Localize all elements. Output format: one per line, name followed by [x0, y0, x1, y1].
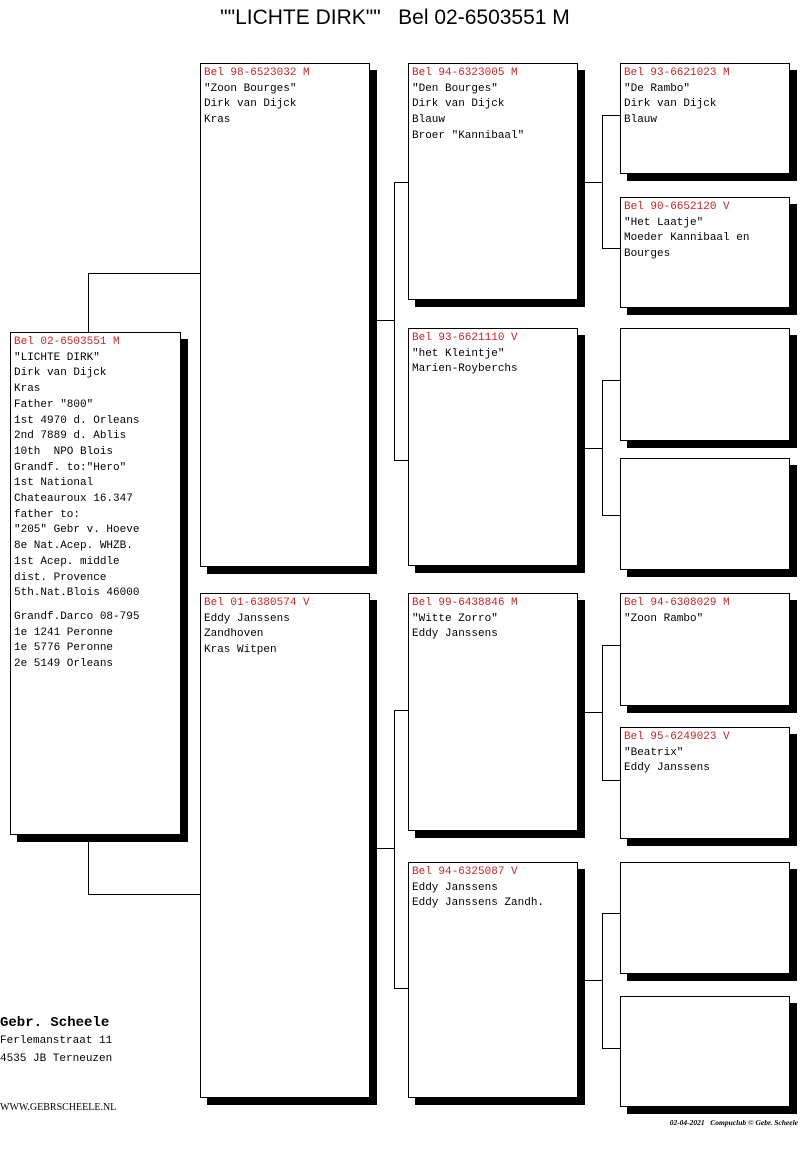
owner-name: Gebr. Scheele — [0, 1015, 110, 1031]
connector — [578, 980, 602, 981]
connector — [394, 182, 408, 183]
connector — [88, 894, 200, 895]
detail-line: Kras — [14, 383, 41, 396]
connector — [394, 182, 395, 460]
subject-extra-details — [14, 610, 177, 673]
ring-number: Bel 93-6621023 M — [624, 67, 730, 79]
ring-number: Bel 01-6380574 V — [204, 597, 310, 609]
detail-line: 2nd 7889 d. Ablis — [14, 430, 127, 443]
great-grandparent-card[interactable] — [620, 63, 790, 174]
detail-line: "het Kleintje" — [412, 347, 505, 360]
connector — [602, 515, 620, 516]
dam-card[interactable] — [200, 593, 370, 1098]
detail-line: Broer "Kannibaal" — [412, 129, 525, 142]
great-grandparent-card[interactable] — [620, 727, 790, 839]
connector — [602, 913, 620, 914]
detail-line: "205" Gebr v. Hoeve — [14, 524, 140, 537]
detail-line: Dirk van Dijck — [412, 98, 505, 111]
great-grandparent-card[interactable] — [620, 197, 790, 308]
ring-number: Bel 94-6323005 M — [412, 67, 518, 79]
detail-line: 1st National — [14, 477, 94, 490]
pigeon-details — [624, 82, 786, 129]
detail-line: Dirk van Dijck — [624, 98, 717, 111]
connector — [602, 645, 620, 646]
connector — [394, 988, 408, 989]
pigeon-details — [624, 746, 786, 777]
ring-number: Bel 93-6621110 V — [412, 332, 518, 344]
detail-line: 1e 1241 Peronne — [14, 626, 114, 639]
owner-block — [0, 1014, 112, 1068]
detail-line: "Witte Zorro" — [412, 612, 498, 625]
connector — [602, 913, 603, 1048]
detail-line: 1st Acep. middle — [14, 555, 120, 568]
detail-line: 10th NPO Blois — [14, 445, 114, 458]
ring-number: Bel 90-6652120 V — [624, 201, 730, 213]
footer-credit: 02-04-2021 Compuclub © Gebr. Scheele — [669, 1118, 798, 1127]
subject-details — [14, 351, 177, 602]
pigeon-details — [412, 881, 574, 912]
great-grandparent-card[interactable] — [620, 593, 790, 706]
detail-line: Blauw — [624, 114, 658, 127]
great-grandparent-card[interactable] — [620, 328, 790, 441]
connector — [578, 712, 602, 713]
detail-line: Chateauroux 16.347 — [14, 493, 133, 506]
great-grandparent-card[interactable] — [620, 458, 790, 570]
connector — [370, 848, 394, 849]
connector — [602, 380, 620, 381]
pigeon-details — [204, 82, 366, 129]
connector — [602, 645, 603, 780]
owner-city: 4535 JB Terneuzen — [0, 1053, 113, 1065]
connector — [394, 710, 408, 711]
detail-line: "LICHTE DIRK" — [14, 351, 100, 364]
pigeon-details — [412, 612, 574, 643]
connector — [602, 380, 603, 515]
detail-line: Moeder Kannibaal en — [624, 232, 750, 245]
pigeon-details — [412, 82, 574, 145]
connector — [602, 248, 620, 249]
detail-line: Eddy Janssens — [624, 762, 710, 775]
ring-number: Bel 02-6503551 M — [14, 336, 120, 348]
connector — [88, 273, 200, 274]
page-title: ""LICHTE DIRK"" Bel 02-6503551 M — [220, 6, 570, 29]
detail-line: Father "800" — [14, 398, 94, 411]
detail-line: Eddy Janssens — [412, 628, 498, 641]
grandparent-card[interactable] — [408, 862, 578, 1098]
detail-line: "Het Laatje" — [624, 216, 704, 229]
connector — [578, 448, 602, 449]
detail-line: Bourges — [624, 248, 671, 261]
grandparent-card[interactable] — [408, 63, 578, 300]
connector — [394, 710, 395, 988]
detail-line: 1e 5776 Peronne — [14, 642, 114, 655]
detail-line: dist. Provence — [14, 571, 107, 584]
connector — [370, 320, 394, 321]
detail-line: Blauw — [412, 114, 446, 127]
detail-line: Eddy Janssens — [412, 881, 498, 894]
detail-line: Eddy Janssens Zandh. — [412, 897, 545, 910]
detail-line: Grandf. to:"Hero" — [14, 461, 127, 474]
detail-line: Grandf.Darco 08-795 — [14, 610, 140, 623]
detail-line: Dirk van Dijck — [204, 98, 297, 111]
detail-line: Kras — [204, 114, 231, 127]
great-grandparent-card[interactable] — [620, 862, 790, 974]
detail-line: Eddy Janssens — [204, 612, 290, 625]
sire-card[interactable] — [200, 63, 370, 567]
connector — [578, 182, 602, 183]
detail-line: "De Rambo" — [624, 82, 691, 95]
detail-line: Marien-Royberchs — [412, 363, 518, 376]
detail-line: 2e 5149 Orleans — [14, 658, 114, 671]
detail-line: "Zoon Rambo" — [624, 612, 704, 625]
owner-street: Ferlemanstraat 11 — [0, 1035, 113, 1047]
ring-number: Bel 95-6249023 V — [624, 731, 730, 743]
great-grandparent-card[interactable] — [620, 996, 790, 1107]
detail-line: Kras Witpen — [204, 644, 277, 657]
grandparent-card[interactable] — [408, 593, 578, 831]
detail-line: "Zoon Bourges" — [204, 82, 297, 95]
connector — [88, 834, 89, 894]
pigeon-details — [412, 347, 574, 378]
pigeon-details — [624, 216, 786, 263]
detail-line: 8e Nat.Acep. WHZB. — [14, 540, 133, 553]
pigeon-details — [624, 612, 786, 628]
ring-number: Bel 94-6325087 V — [412, 866, 518, 878]
connector — [602, 115, 603, 248]
detail-line: "Den Bourges" — [412, 82, 498, 95]
detail-line: "Beatrix" — [624, 746, 684, 759]
grandparent-card[interactable] — [408, 328, 578, 566]
pigeon-details — [204, 612, 366, 659]
connector — [602, 780, 620, 781]
connector — [394, 460, 408, 461]
detail-line: 1st 4970 d. Orleans — [14, 414, 140, 427]
detail-line: 5th.Nat.Blois 46000 — [14, 587, 140, 600]
detail-line: Zandhoven — [204, 628, 264, 641]
ring-number: Bel 99-6438846 M — [412, 597, 518, 609]
subject-card[interactable] — [10, 332, 181, 835]
detail-line: father to: — [14, 508, 81, 521]
connector — [88, 273, 89, 333]
connector — [602, 115, 620, 116]
ring-number: Bel 94-6308029 M — [624, 597, 730, 609]
connector — [602, 1048, 620, 1049]
ring-number: Bel 98-6523032 M — [204, 67, 310, 79]
website-link[interactable]: WWW.GEBRSCHEELE.NL — [0, 1102, 117, 1113]
detail-line: Dirk van Dijck — [14, 367, 107, 380]
